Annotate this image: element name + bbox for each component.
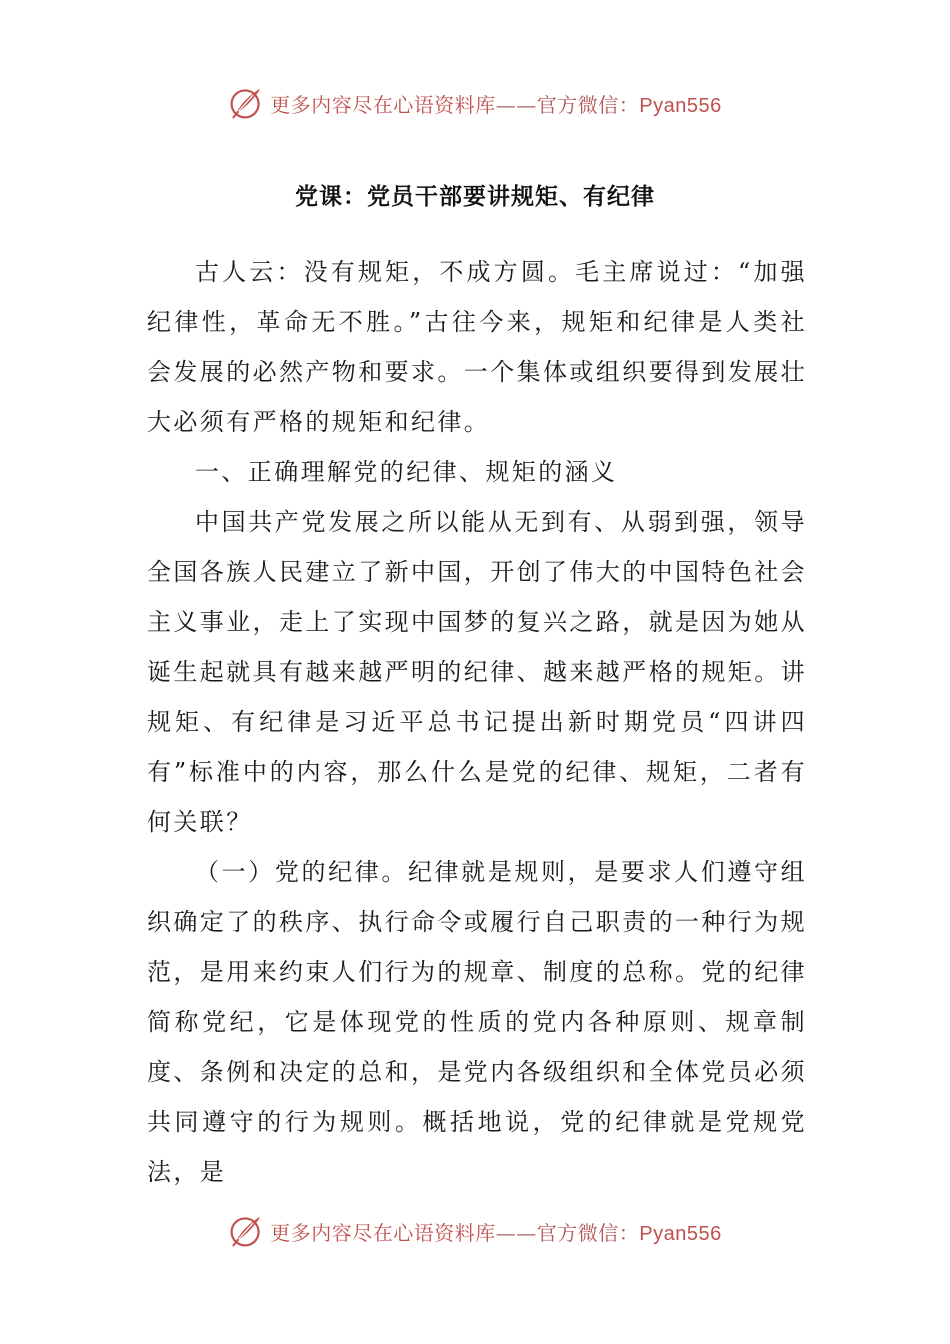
banner-main-text: 更多内容尽在心语资料库 [270,1220,496,1245]
quill-pen-logo-icon [228,1213,264,1249]
quill-pen-logo-icon [228,85,264,121]
banner-dash: —— [495,1220,537,1245]
banner-wechat-id: Pyan556 [639,1222,722,1245]
paragraph-intro: 古人云：没有规矩，不成方圆。毛主席说过：“加强纪律性，革命无不胜。”古往今来，规矩和纪律是人类社会发展的必然产物和要求。一个集体或组织要得到发展壮大必须有严格的规矩和纪律。 [147,258,807,436]
banner-dash: —— [495,92,537,117]
document-title: 党课：党员干部要讲规矩、有纪律 [295,184,655,210]
section-heading-1: 一、正确理解党的纪律、规矩的涵义 [195,458,618,486]
banner-wechat-label: 官方微信： [536,92,640,117]
banner-wechat-id: Pyan556 [639,94,722,117]
banner-wechat-label: 官方微信： [536,1220,640,1245]
paragraph-party-history: 中国共产党发展之所以能从无到有、从弱到强，领导全国各族人民建立了新中国，开创了伟大的中国特色社会主义事业，走上了实现中国梦的复兴之路，就是因为她从诞生起就具有越来越严明的纪律、越来越严格的规矩。讲规矩、有纪律是习近平总书记提出新时期党员“四讲四有”标准中的内容，那么什么是党的纪律、规矩，二者有何关联？ [147,508,807,836]
document-body [147,247,807,1197]
paragraph-party-discipline: （一）党的纪律。纪律就是规则，是要求人们遵守组织确定了的秩序、执行命令或履行自己职责的一种行为规范，是用来约束人们行为的规章、制度的总称。党的纪律简称党纪，它是体现党的性质的党内各种原则、规章制度、条例和决定的总和，是党内各级组织和全体党员必须共同遵守的行为规则。概括地说，党的纪律就是党规党法，是 [147,858,807,1186]
footer-watermark-banner [0,1211,950,1251]
header-watermark-banner [0,83,950,123]
banner-main-text: 更多内容尽在心语资料库 [270,92,496,117]
